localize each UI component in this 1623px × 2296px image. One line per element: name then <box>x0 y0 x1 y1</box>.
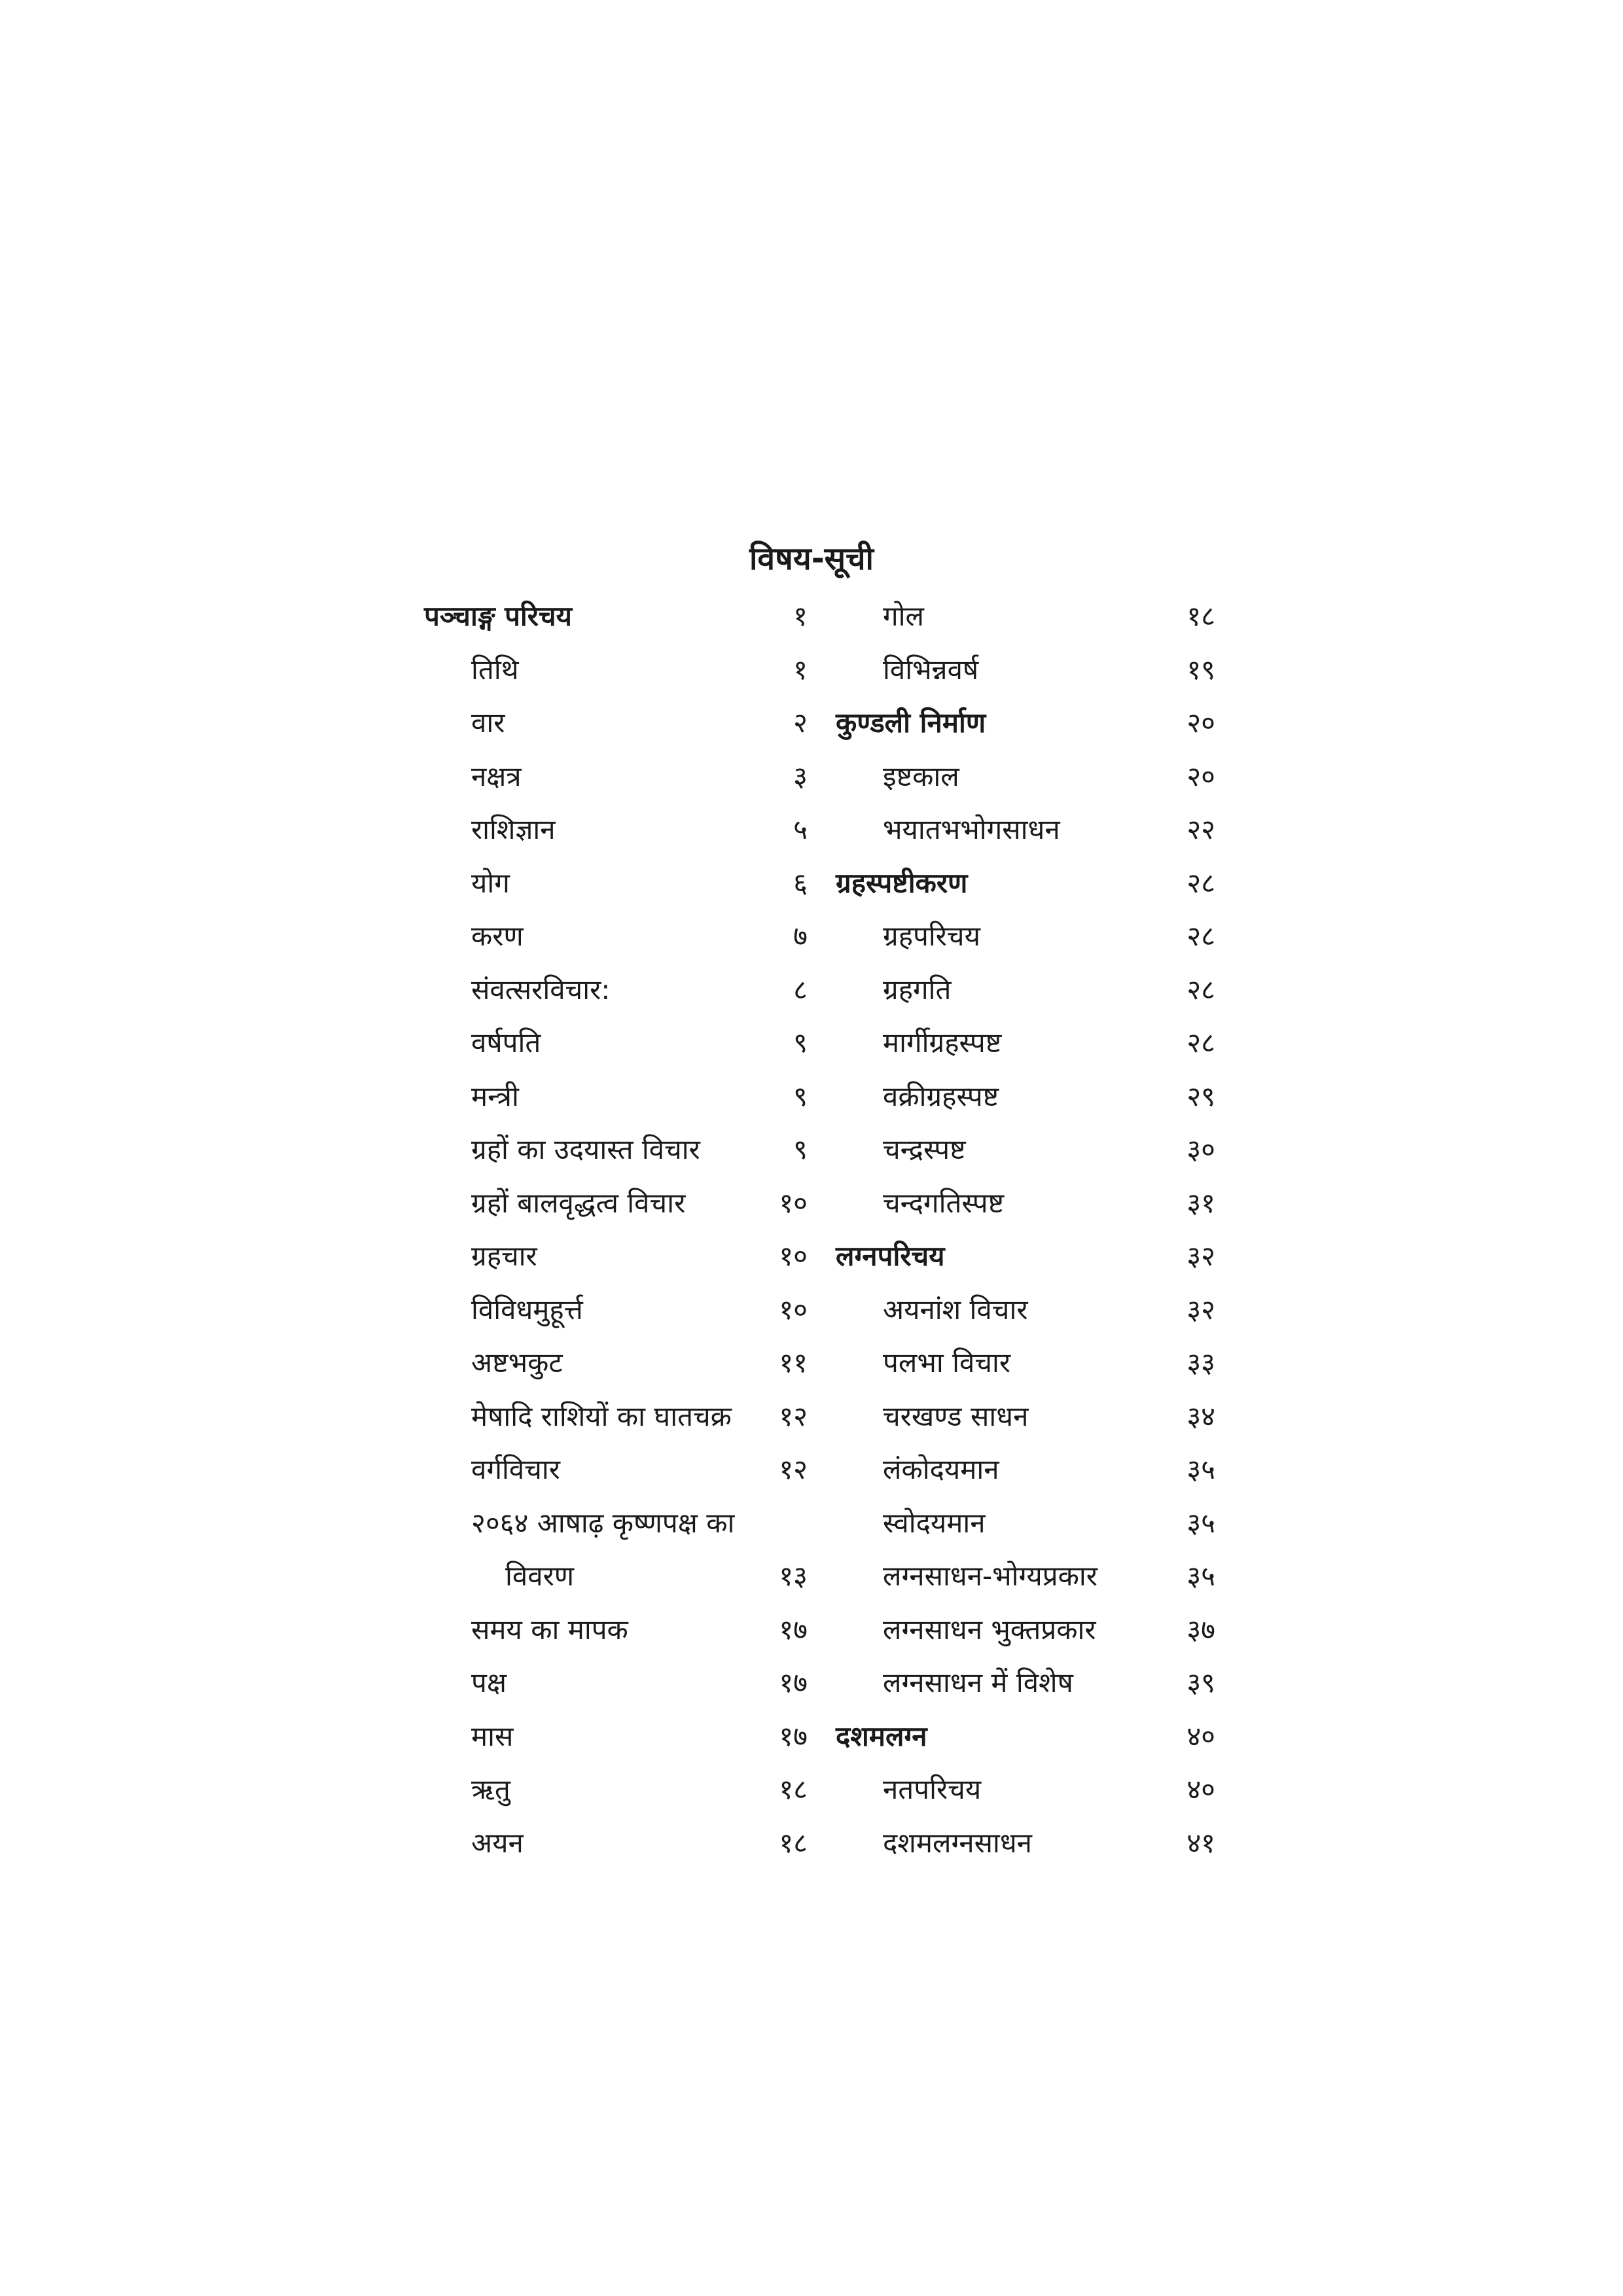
toc-entry <box>424 1176 808 1229</box>
toc-entry <box>836 1549 1215 1602</box>
toc-entry <box>424 1122 808 1176</box>
toc-entry-page-number: २० <box>1186 707 1215 739</box>
toc-entry-page-number: १० <box>779 1293 808 1326</box>
toc-entry-label: लग्नसाधन में विशेष <box>883 1667 1073 1699</box>
toc-entry-label: अष्टभकुट <box>471 1347 563 1379</box>
toc-entry <box>836 1122 1215 1176</box>
toc-entry <box>424 802 808 856</box>
toc-entry-label: लंकोदयमान <box>883 1453 999 1486</box>
toc-entry <box>424 1655 808 1709</box>
toc-entry-label: नक्षत्र <box>471 760 522 792</box>
toc-right-column <box>836 589 1215 1869</box>
toc-entry-page-number: २० <box>1186 760 1215 792</box>
toc-entry-label: ग्रहपरिचय <box>883 920 980 953</box>
toc-entry <box>424 1016 808 1069</box>
toc-entry-label: योग <box>471 866 510 899</box>
toc-entry-page-number: ३५ <box>1186 1560 1215 1593</box>
toc-entry <box>424 1335 808 1389</box>
toc-entry-page-number: ३२ <box>1186 1240 1215 1273</box>
toc-entry <box>836 963 1215 1016</box>
toc-entry <box>836 1442 1215 1496</box>
toc-entry-label: कुण्डली निर्माण <box>836 707 986 739</box>
toc-entry-page-number: १० <box>779 1240 808 1273</box>
toc-entry-label: भयातभभोगसाधन <box>883 813 1060 846</box>
toc-entry-page-number: २८ <box>1186 1027 1215 1059</box>
toc-entry <box>424 963 808 1016</box>
toc-entry <box>424 1389 808 1443</box>
toc-entry-label: अयन <box>471 1826 524 1859</box>
toc-entry <box>424 909 808 963</box>
toc-entry <box>424 1549 808 1602</box>
toc-entry-label: वार <box>471 707 505 739</box>
toc-left-column <box>424 589 808 1869</box>
toc-entry-label: गोल <box>883 600 925 633</box>
toc-entry <box>424 1229 808 1282</box>
toc-entry <box>836 1389 1215 1443</box>
toc-entry <box>836 1282 1215 1336</box>
toc-entry-page-number: ३७ <box>1186 1613 1215 1646</box>
toc-entry-label: पञ्चाङ्ग परिचय <box>424 600 573 633</box>
toc-entry-page-number: १८ <box>779 1826 808 1859</box>
toc-entry-label: ग्रहस्पष्टीकरण <box>836 866 968 899</box>
toc-entry-label: पक्ष <box>471 1667 507 1699</box>
toc-entry-label: मन्त्री <box>471 1080 519 1112</box>
toc-entry-page-number: १७ <box>779 1720 808 1752</box>
toc-entry <box>836 1655 1215 1709</box>
toc-entry <box>424 1496 808 1549</box>
toc-entry <box>836 1335 1215 1389</box>
toc-entry-page-number: ३० <box>1186 1133 1215 1166</box>
toc-entry-label: ऋतु <box>471 1773 510 1806</box>
toc-entry-page-number: ७ <box>793 920 808 953</box>
toc-entry-page-number: १ <box>793 600 808 633</box>
toc-entry <box>836 1816 1215 1869</box>
toc-entry-label: विविधमुहूर्त्त <box>471 1293 583 1326</box>
toc-entry-label: दशमलग्नसाधन <box>883 1826 1032 1859</box>
toc-entry <box>424 1709 808 1763</box>
toc-entry-label: लग्नसाधन-भोग्यप्रकार <box>883 1560 1097 1593</box>
toc-entry-label: ग्रहगति <box>883 973 952 1006</box>
toc-section-heading <box>836 856 1215 910</box>
toc-entry-label: मेषादि राशियों का घातचक्र <box>471 1400 732 1432</box>
toc-entry-page-number: ८ <box>793 973 808 1006</box>
toc-entry-page-number: १९ <box>1186 653 1215 686</box>
toc-entry-page-number: २८ <box>1186 973 1215 1006</box>
toc-entry-label: वर्गविचार <box>471 1453 560 1486</box>
toc-entry-page-number: ३५ <box>1186 1453 1215 1486</box>
toc-entry-page-number: २ <box>793 707 808 739</box>
toc-entry-label: लग्नसाधन भुक्तप्रकार <box>883 1613 1096 1646</box>
toc-entry-label: मार्गीग्रहस्पष्ट <box>883 1027 1002 1059</box>
toc-entry-label: ग्रहचार <box>471 1240 537 1273</box>
toc-entry-label: तिथि <box>471 653 519 686</box>
toc-entry-page-number: ९ <box>793 1027 808 1059</box>
toc-entry-label: चन्दगतिस्पष्ट <box>883 1186 1005 1219</box>
toc-entry-label: नतपरिचय <box>883 1773 982 1806</box>
toc-entry-page-number: ९ <box>793 1133 808 1166</box>
toc-entry-page-number: ३३ <box>1186 1347 1215 1379</box>
toc-entry-page-number: १७ <box>779 1613 808 1646</box>
toc-entry-page-number: ३ <box>793 760 808 792</box>
toc-entry-label: दशमलग्न <box>836 1720 927 1752</box>
toc-section-heading <box>836 1709 1215 1763</box>
toc-entry <box>424 749 808 803</box>
toc-entry-page-number: ३२ <box>1186 1293 1215 1326</box>
toc-section-heading <box>836 696 1215 749</box>
toc-entry <box>424 856 808 910</box>
toc-entry <box>424 1816 808 1869</box>
toc-entry-label: समय का मापक <box>471 1613 628 1646</box>
toc-entry-page-number: ३५ <box>1186 1506 1215 1539</box>
toc-entry-label: विभिन्नवर्ष <box>883 653 979 686</box>
toc-entry-label: वक्रीग्रहस्पष्ट <box>883 1080 999 1112</box>
toc-entry-label: राशिज्ञान <box>471 813 556 846</box>
toc-entry-label: इष्टकाल <box>883 760 959 792</box>
toc-entry-page-number: २९ <box>1186 1080 1215 1112</box>
toc-entry-label: स्वोदयमान <box>883 1506 986 1539</box>
toc-entry-label: २०६४ आषाढ़ कृष्णपक्ष का <box>471 1506 735 1539</box>
toc-entry <box>836 643 1215 696</box>
toc-entry-label: लग्नपरिचय <box>836 1240 945 1273</box>
toc-entry-page-number: १७ <box>779 1667 808 1699</box>
toc-entry <box>424 696 808 749</box>
toc-entry-label: अयनांश विचार <box>883 1293 1028 1326</box>
toc-entry-page-number: २८ <box>1186 866 1215 899</box>
toc-entry <box>836 909 1215 963</box>
toc-entry-label: संवत्सरविचार: <box>471 973 611 1006</box>
toc-entry-label: मास <box>471 1720 514 1752</box>
toc-entry <box>836 1069 1215 1123</box>
page-title: विषय-सूची <box>749 540 874 577</box>
toc-entry-page-number: ११ <box>779 1347 808 1379</box>
toc-entry <box>836 1016 1215 1069</box>
toc-entry-label: करण <box>471 920 524 953</box>
toc-entry-label: चरखण्ड साधन <box>883 1400 1029 1432</box>
toc-entry <box>424 1602 808 1656</box>
toc-entry <box>836 802 1215 856</box>
toc-entry-page-number: १२ <box>779 1453 808 1486</box>
toc-entry-page-number: १३ <box>779 1560 808 1593</box>
toc-entry-page-number: १८ <box>1186 600 1215 633</box>
toc-entry <box>836 1176 1215 1229</box>
toc-entry-label: चन्द्रस्पष्ट <box>883 1133 966 1166</box>
toc-entry-page-number: २८ <box>1186 920 1215 953</box>
toc-entry-page-number: ३९ <box>1186 1667 1215 1699</box>
toc-entry-page-number: ४० <box>1186 1773 1215 1806</box>
toc-entry <box>836 589 1215 643</box>
toc-entry-page-number: १८ <box>779 1773 808 1806</box>
toc-section-heading <box>836 1229 1215 1282</box>
toc-entry-label: पलभा विचार <box>883 1347 1011 1379</box>
toc-entry-page-number: १ <box>793 653 808 686</box>
toc-entry <box>424 643 808 696</box>
toc-entry <box>836 749 1215 803</box>
toc-entry <box>424 1762 808 1816</box>
toc-entry <box>424 1069 808 1123</box>
toc-entry-page-number: ५ <box>793 813 808 846</box>
toc-entry-page-number: ४० <box>1186 1720 1215 1752</box>
toc-entry-page-number: ३१ <box>1186 1186 1215 1219</box>
toc-entry-label: विवरण <box>505 1560 575 1593</box>
toc-section-heading <box>424 589 808 643</box>
toc-entry <box>836 1602 1215 1656</box>
toc-entry-page-number: ४१ <box>1186 1826 1215 1859</box>
toc-entry-page-number: ३४ <box>1186 1400 1215 1432</box>
toc-entry-page-number: ९ <box>793 1080 808 1112</box>
toc-entry <box>836 1762 1215 1816</box>
toc-entry <box>424 1442 808 1496</box>
toc-entry-label: ग्रहों का उदयास्त विचार <box>471 1133 700 1166</box>
toc-entry <box>836 1496 1215 1549</box>
toc-entry-page-number: २२ <box>1186 813 1215 846</box>
toc-entry-page-number: ६ <box>793 866 808 899</box>
toc-entry-page-number: १२ <box>779 1400 808 1432</box>
toc-entry-label: ग्रहों बालवृद्धत्व विचार <box>471 1186 686 1219</box>
toc-entry-page-number: १० <box>779 1186 808 1219</box>
toc-entry <box>424 1282 808 1336</box>
toc-entry-label: वर्षपति <box>471 1027 541 1059</box>
